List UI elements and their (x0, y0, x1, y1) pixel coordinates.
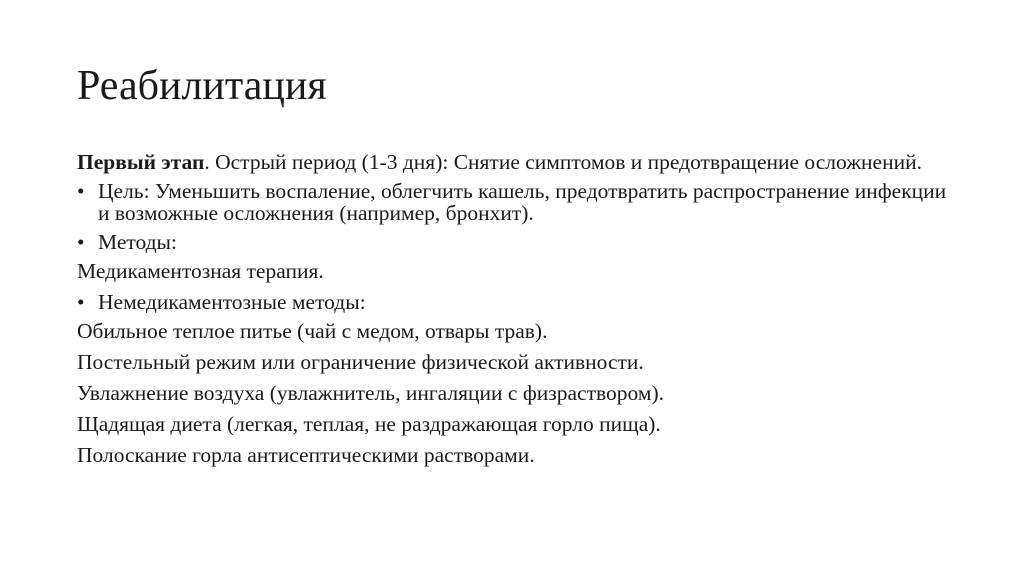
line-drug-therapy: Медикаментозная терапия. (77, 259, 324, 283)
intro-paragraph (77, 151, 957, 173)
slide-content (77, 151, 957, 475)
bullet-dot: • (77, 290, 85, 314)
line-diet: Щадящая диета (легкая, теплая, не раздражающая горло пища). (77, 412, 661, 436)
line-gargle: Полоскание горла антисептическими растворами. (77, 443, 535, 467)
bullet-dot: • (77, 179, 85, 203)
line-humidify: Увлажнение воздуха (увлажнитель, ингаляции с физраствором). (77, 381, 664, 405)
intro-text: . Острый период (1-3 дня): Снятие симптомов и предотвращение осложнений. (204, 150, 922, 174)
bullet-dot: • (77, 230, 85, 254)
intro-bold-label: Первый этап (77, 150, 205, 174)
bullet-methods-text: Методы: (98, 230, 177, 254)
bullet-goal-text: Цель: Уменьшить воспаление, облегчить кашель, предотвратить распространение инфекции и возможные осложнения (например, бронхит). (98, 179, 947, 225)
bullet-nondrug-text: Немедикаментозные методы: (98, 290, 366, 314)
line-warm-drink: Обильное теплое питье (чай с медом, отвары трав). (77, 319, 548, 343)
slide-title: Реабилитация (77, 63, 327, 109)
bullet-goal (77, 180, 957, 224)
bullet-methods (77, 231, 957, 253)
line-bed-rest: Постельный режим или ограничение физической активности. (77, 350, 644, 374)
bullet-nondrug (77, 291, 957, 313)
